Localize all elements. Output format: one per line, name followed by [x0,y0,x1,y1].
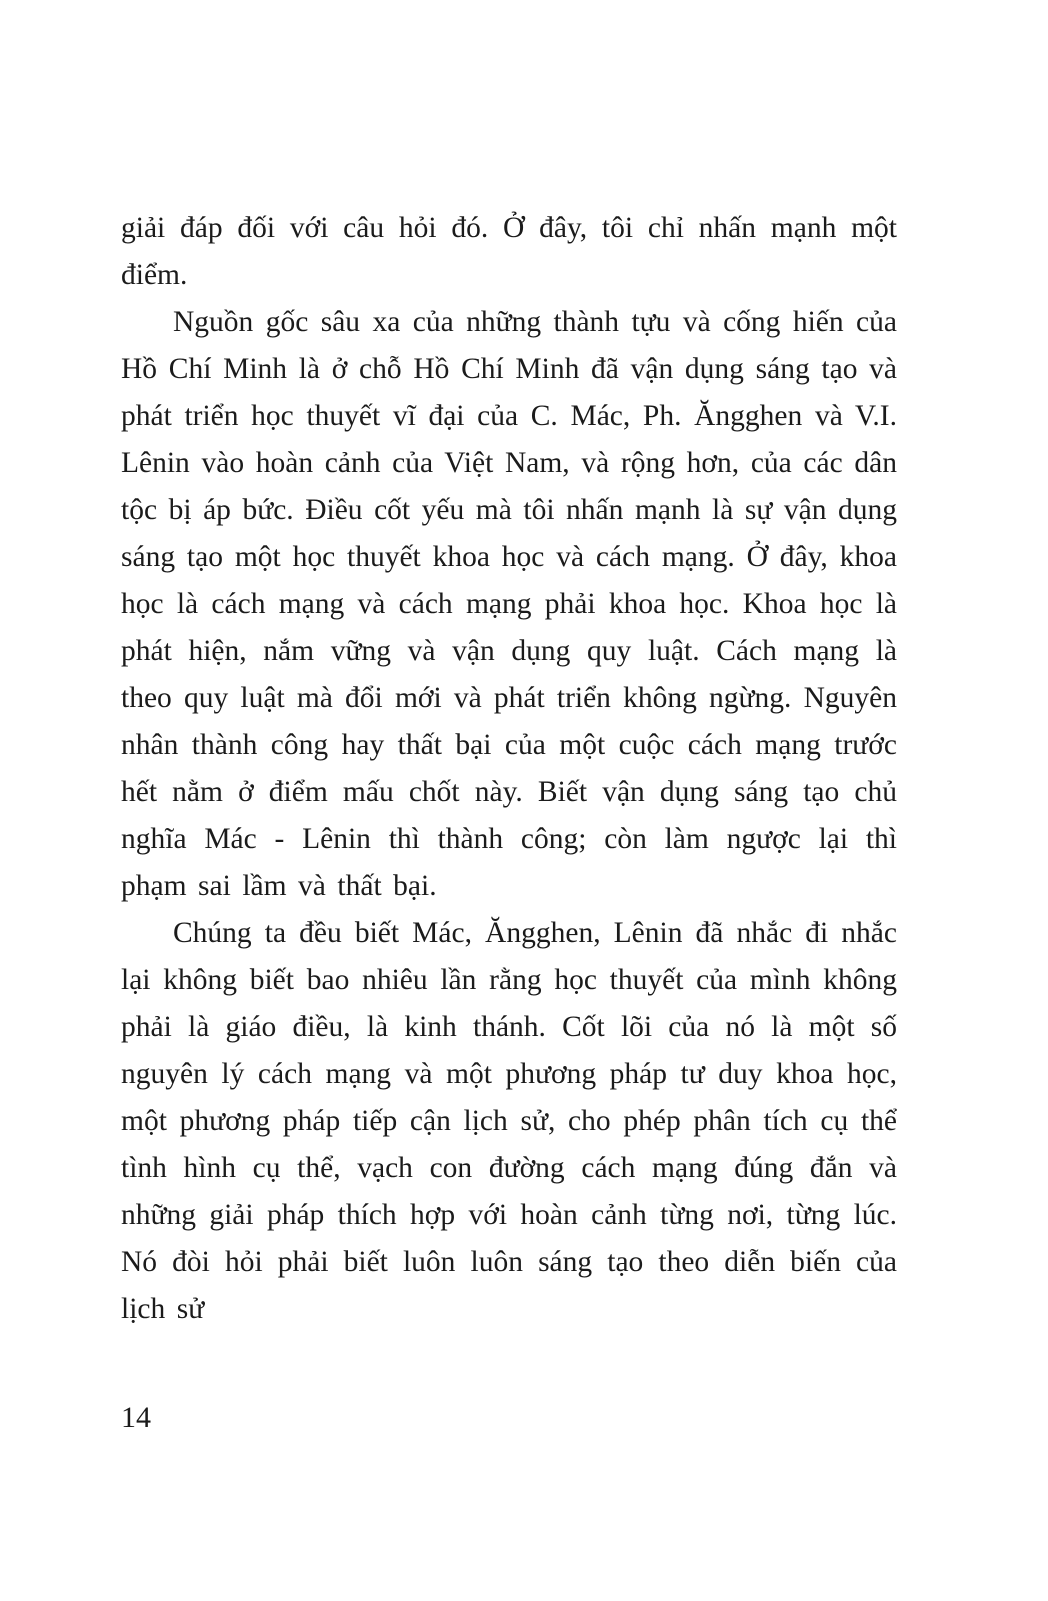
paragraph-continuation: giải đáp đối với câu hỏi đó. Ở đây, tôi chỉ nhấn mạnh một điểm. [121,212,897,291]
paragraph: Chúng ta đều biết Mác, Ăngghen, Lênin đã nhắc đi nhắc lại không biết bao nhiêu lần rằng học thuyết của mình không phải là giáo điều, là kinh thánh. Cốt lõi của nó là một số nguyên lý cách mạng và một phương pháp tư duy khoa học, một phương pháp tiếp cận lịch sử, cho phép phân tích cụ thể tình hình cụ thể, vạch con đường cách mạng đúng đắn và những giải pháp thích hợp với hoàn cảnh từng nơi, từng lúc. Nó đòi hỏi phải biết luôn luôn sáng tạo theo diễn biến của lịch sử [121,917,897,1325]
paragraph: Nguồn gốc sâu xa của những thành tựu và cống hiến của Hồ Chí Minh là ở chỗ Hồ Chí Minh đã vận dụng sáng tạo và phát triển học thuyết vĩ đại của C. Mác, Ph. Ăngghen và V.I. Lênin vào hoàn cảnh của Việt Nam, và rộng hơn, của các dân tộc bị áp bức. Điều cốt yếu mà tôi nhấn mạnh là sự vận dụng sáng tạo một học thuyết khoa học và cách mạng. Ở đây, khoa học là cách mạng và cách mạng phải khoa học. Khoa học là phát hiện, nắm vững và vận dụng quy luật. Cách mạng là theo quy luật mà đổi mới và phát triển không ngừng. Nguyên nhân thành công hay thất bại của một cuộc cách mạng trước hết nằm ở điểm mấu chốt này. Biết vận dụng sáng tạo chủ nghĩa Mác - Lênin thì thành công; còn làm ngược lại thì phạm sai lầm và thất bại. [121,306,897,902]
page-text-block [121,205,897,1333]
page-number: 14 [121,1401,151,1434]
